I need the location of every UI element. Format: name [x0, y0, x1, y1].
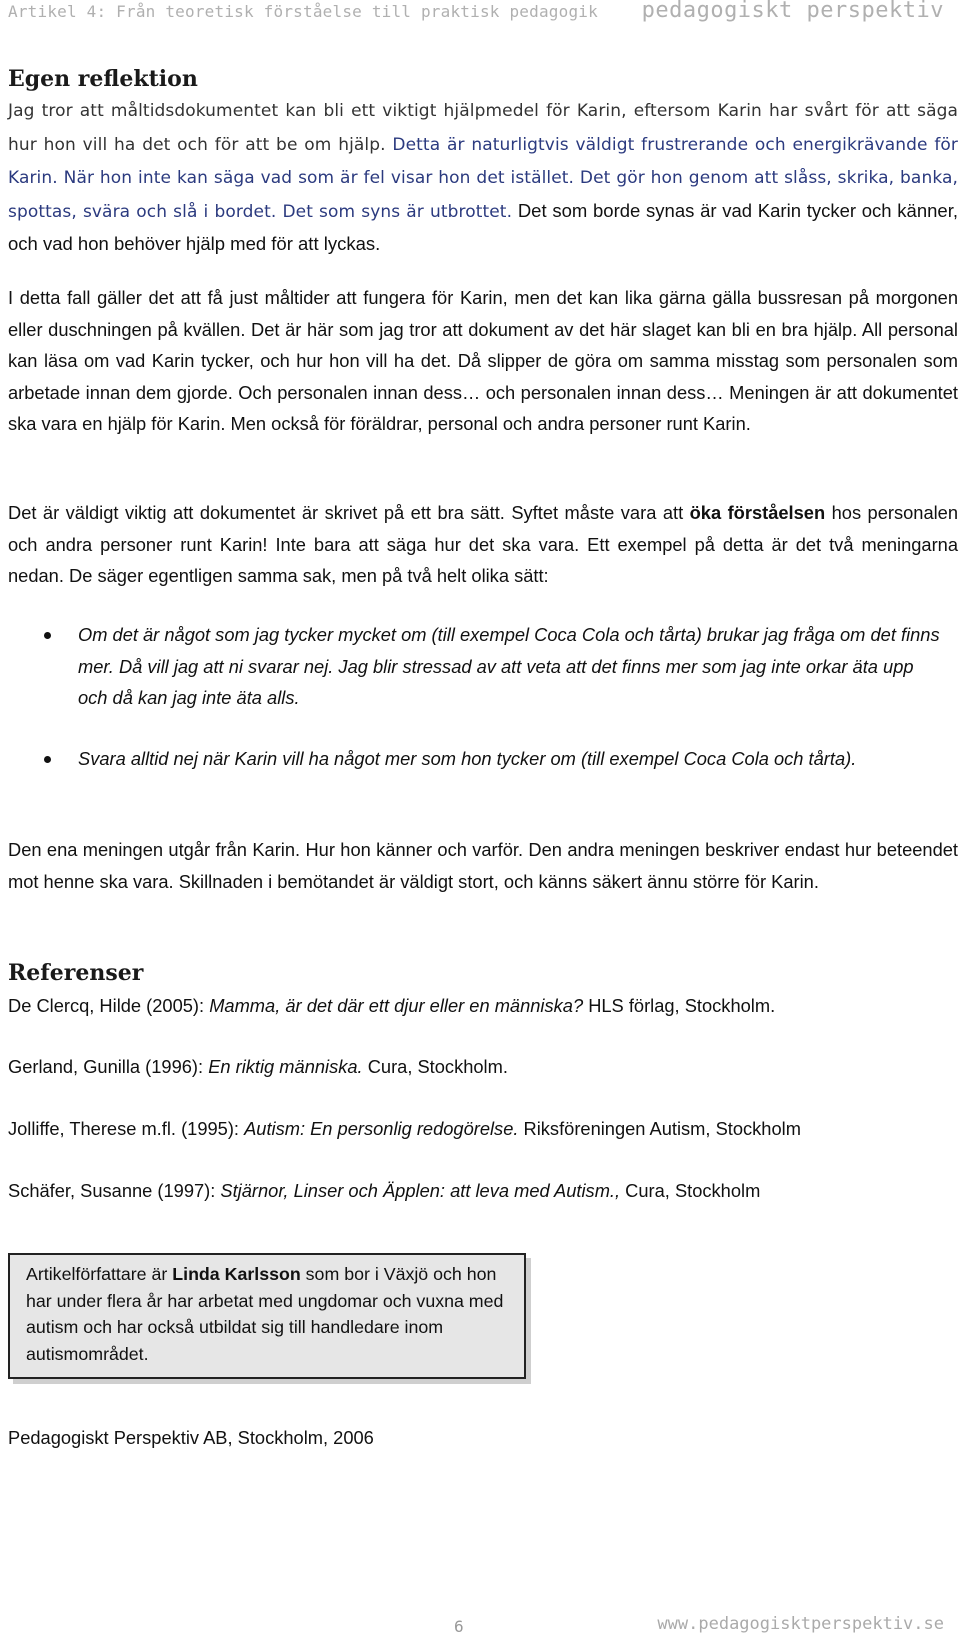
- author-info-text: [26, 1261, 516, 1367]
- reference-publisher: Riksföreningen Autism, Stockholm: [518, 1118, 801, 1139]
- example-sentence-1: Om det är något som jag tycker mycket om (till exempel Coca Cola och tårta) brukar jag fråga om det finns mer. Då vill jag att ni svarar nej. Jag blir stressad av att veta att det finns mer som jag inte orkar äta upp och då kan jag inte äta alls.: [78, 624, 940, 708]
- reflection-p1-part-a: Jag tror att måltidsdokumentet kan bli ett viktigt hjälpmedel för Karin, eftersom Karin har svårt för att säga hur hon vill ha det och för att be om hjälp.: [8, 101, 958, 155]
- page-number: 6: [454, 1617, 464, 1636]
- reference-title: En riktig människa.: [208, 1056, 363, 1077]
- reference-item: [8, 1054, 508, 1080]
- reflection-paragraph-4: [8, 834, 958, 897]
- running-header-title: Artikel 4: Från teoretisk förståelse till praktisk pedagogik: [8, 2, 598, 21]
- author-info-box: [8, 1253, 526, 1379]
- running-header-brand: pedagogiskt perspektiv: [641, 0, 944, 23]
- reference-title: Mamma, är det där ett djur eller en människa?: [209, 995, 584, 1016]
- author-name: Linda Karlsson: [172, 1264, 301, 1284]
- reflection-p3-emphasis: öka förståelsen: [689, 502, 826, 523]
- reference-item: [8, 1178, 760, 1204]
- reflection-p3-text-b: hos personalen och andra personer runt Karin! Inte bara att säga hur det ska vara. Ett exempel på detta är det två meningarna nedan. De säger egentligen samma sak, men på två helt olika sätt:: [8, 502, 959, 586]
- footer-website-link[interactable]: www.pedagogiskt​perspektiv.se: [657, 1614, 944, 1634]
- section-heading-references: Referenser: [8, 960, 144, 986]
- section-heading-reflection: Egen reflektion: [8, 66, 198, 92]
- reference-author: Jolliffe, Therese m.fl. (1995):: [8, 1118, 245, 1139]
- list-item: [8, 743, 948, 775]
- reference-publisher: HLS förlag, Stockholm.: [583, 995, 776, 1016]
- reflection-p4-text: Den ena meningen utgår från Karin. Hur hon känner och varför. Den andra meningen beskriver endast hur beteendet mot henne ska vara. Skillnaden i bemötandet är väldigt stort, och känns säkert ännu större för Karin.: [8, 839, 958, 892]
- author-info-post: som bor i Växjö och hon har under flera år har arbetat med ungdomar och vuxna med autism och har också utbildat sig till handledare inom autismområdet.: [26, 1264, 504, 1364]
- reflection-paragraph-1: [8, 94, 958, 260]
- reflection-p1-part-b: Detta är naturligtvis väldigt frustrerande och energikrävande för Karin. När hon inte kan säga vad som är fel visar hon det istället. Det gör hon genom att slåss, skrika, banka, spottas, svära och slå i bordet. Det som syns är utbrottet.: [8, 134, 958, 222]
- reflection-paragraph-2: [8, 282, 958, 440]
- reference-author: Schäfer, Susanne (1997):: [8, 1180, 221, 1201]
- reference-title: Autism: En personlig redogörelse.: [244, 1118, 519, 1139]
- bullet-icon: [44, 632, 51, 639]
- reference-publisher: Cura, Stockholm: [620, 1180, 761, 1201]
- reflection-paragraph-3: [8, 497, 958, 592]
- list-item: [8, 619, 948, 714]
- reference-item: [8, 1116, 801, 1142]
- reference-item: [8, 993, 775, 1019]
- reference-publisher: Cura, Stockholm.: [362, 1056, 508, 1077]
- example-sentence-list-2: [8, 743, 948, 775]
- reference-title: Stjärnor, Linser och Äpplen: att leva med Autism.,: [220, 1180, 621, 1201]
- reflection-p2-text: I detta fall gäller det att få just måltider att fungera för Karin, men det kan lika gärna gälla bussresan på morgonen eller duschningen på kvällen. Det är här som jag tror att dokument av det här slaget kan bli en bra hjälp. All personal kan läsa om vad Karin tycker, och hur hon vill ha det. Då slipper de göra om samma misstag som personalen som arbetade innan dem gjorde. Och personalen innan dess… och personalen innan dess… Meningen är att dokumentet ska vara en hjälp för Karin. Men också för föräldrar, personal och andra personer runt Karin.: [8, 287, 958, 434]
- bullet-icon: [44, 756, 51, 763]
- reference-author: Gerland, Gunilla (1996):: [8, 1056, 209, 1077]
- reflection-p3-text-a: Det är väldigt viktig att dokumentet är skrivet på ett bra sätt. Syftet måste vara att: [8, 502, 690, 523]
- example-sentence-2: Svara alltid nej när Karin vill ha något mer som hon tycker om (till exempel Coca Cola och tårta).: [78, 748, 857, 769]
- author-info-pre: Artikelförfattare är: [26, 1264, 173, 1284]
- example-sentence-list: [8, 619, 948, 714]
- reflection-p1-part-c: Det som borde synas är vad Karin tycker och känner, och vad hon behöver hjälp med för att lyckas.: [8, 199, 958, 254]
- publisher-line: Pedagogiskt Perspektiv AB, Stockholm, 2006: [8, 1427, 374, 1448]
- reference-author: De Clercq, Hilde (2005):: [8, 995, 210, 1016]
